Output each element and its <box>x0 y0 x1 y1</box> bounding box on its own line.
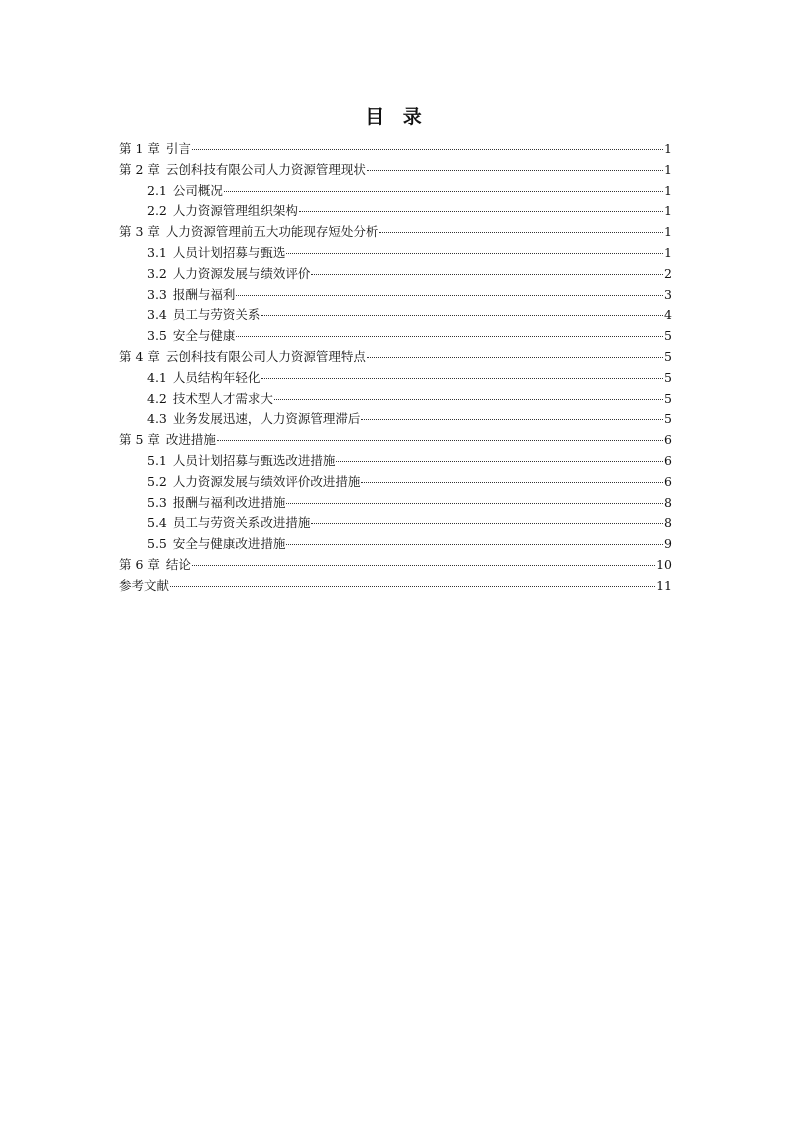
dot-leader <box>367 357 663 358</box>
toc-entry[interactable] <box>119 160 672 181</box>
toc-entry-page-number: 6 <box>664 432 672 448</box>
dot-leader <box>261 315 663 316</box>
toc-entry-number: 3.5 <box>147 328 167 344</box>
toc-entry-page-number: 1 <box>664 224 672 240</box>
toc-entry[interactable] <box>119 181 672 202</box>
toc-entry-title: 人员计划招募与甄选 <box>172 244 286 260</box>
toc-entry[interactable] <box>119 201 672 222</box>
toc-entry-page-number: 6 <box>664 473 672 489</box>
toc-entry[interactable] <box>119 264 672 285</box>
dot-leader <box>379 232 663 233</box>
dot-leader <box>361 482 663 483</box>
toc-entry-title: 报酬与福利 <box>172 286 236 302</box>
toc-entry-number: 第 3 章 <box>119 224 160 240</box>
toc-entry-page-number: 11 <box>656 577 672 593</box>
toc-entry[interactable] <box>119 326 672 347</box>
toc-entry[interactable] <box>119 368 672 389</box>
toc-entry-title: 云创科技有限公司人力资源管理特点 <box>165 348 366 364</box>
dot-leader <box>224 191 663 192</box>
dot-leader <box>286 253 663 254</box>
dot-leader <box>192 565 655 566</box>
dot-leader <box>286 503 663 504</box>
toc-entry-title: 安全与健康 <box>172 328 236 344</box>
toc-entry-page-number: 1 <box>664 244 672 260</box>
toc-entry[interactable] <box>119 222 672 243</box>
page-title: 目 录 <box>365 106 428 128</box>
toc-entry-page-number: 8 <box>664 494 672 510</box>
toc-entry[interactable] <box>119 555 672 576</box>
toc-entry-number: 3.1 <box>147 244 167 260</box>
toc-entry-title: 参考文献 <box>119 577 170 593</box>
toc-entry-title: 人力资源发展与绩效评价改进措施 <box>172 473 361 489</box>
toc-entry-page-number: 6 <box>664 452 672 468</box>
toc-entry-number: 5.4 <box>147 515 167 531</box>
toc-entry-title: 云创科技有限公司人力资源管理现状 <box>165 161 366 177</box>
toc-entry-number: 2.2 <box>147 203 167 219</box>
toc-entry[interactable] <box>119 576 672 597</box>
toc-entry[interactable] <box>119 285 672 306</box>
toc-entry-number: 4.2 <box>147 390 167 406</box>
toc-entry-page-number: 9 <box>664 536 672 552</box>
toc-entry-title: 人力资源发展与绩效评价 <box>172 265 311 281</box>
dot-leader <box>236 295 663 296</box>
toc-entry[interactable] <box>119 139 672 160</box>
toc-entry-title: 公司概况 <box>172 182 223 198</box>
dot-leader <box>236 336 663 337</box>
toc-entry-number: 第 1 章 <box>119 141 160 156</box>
toc-entry-title: 人力资源管理前五大功能现存短处分析 <box>165 224 379 240</box>
toc-entry-page-number: 5 <box>664 369 672 385</box>
toc-entry-number: 第 4 章 <box>119 348 160 364</box>
toc-entry-title: 改进措施 <box>165 432 216 448</box>
toc-entry-number: 第 2 章 <box>119 161 160 177</box>
toc-entry-number: 3.3 <box>147 286 167 302</box>
toc-entry[interactable] <box>119 389 672 410</box>
dot-leader <box>311 274 663 275</box>
toc-entry-title: 人力资源管理组织架构 <box>172 203 298 219</box>
toc-entry-page-number: 5 <box>664 411 672 427</box>
toc-entry[interactable] <box>119 534 672 555</box>
toc-entry-title: 技术型人才需求大 <box>172 390 273 406</box>
toc-entry-page-number: 2 <box>664 265 672 281</box>
toc-entry[interactable] <box>119 513 672 534</box>
toc-entry[interactable] <box>119 472 672 493</box>
toc-entry-title: 报酬与福利改进措施 <box>172 494 286 510</box>
toc-entry-number: 5.2 <box>147 473 167 489</box>
toc-entry-number: 4.3 <box>147 411 167 427</box>
toc-entry-page-number: 1 <box>664 182 672 198</box>
dot-leader <box>170 586 655 587</box>
toc-entry-page-number: 5 <box>664 328 672 344</box>
toc-entry[interactable] <box>119 243 672 264</box>
toc-entry-number: 第 6 章 <box>119 556 160 572</box>
toc-entry-page-number: 1 <box>664 203 672 219</box>
toc-entry-page-number: 10 <box>656 556 672 572</box>
dot-leader <box>217 440 663 441</box>
toc-entry-title: 安全与健康改进措施 <box>172 536 286 552</box>
toc-entry-title: 结论 <box>165 556 191 572</box>
dot-leader <box>367 170 663 171</box>
toc-entry[interactable] <box>119 409 672 430</box>
toc-entry-number: 5.5 <box>147 536 167 552</box>
dot-leader <box>192 149 663 150</box>
toc-entry[interactable] <box>119 493 672 514</box>
toc-entry-number: 第 5 章 <box>119 432 160 448</box>
dot-leader <box>261 378 663 379</box>
toc-entry-page-number: 3 <box>664 286 672 302</box>
toc-entry-number: 5.1 <box>147 452 167 468</box>
dot-leader <box>336 461 663 462</box>
toc-entry-title: 员工与劳资关系 <box>172 307 261 323</box>
toc-entry[interactable] <box>119 430 672 451</box>
toc-entry-page-number: 5 <box>664 390 672 406</box>
toc-entry-title: 人员计划招募与甄选改进措施 <box>172 452 336 468</box>
dot-leader <box>361 419 663 420</box>
toc-entry-title: 人员结构年轻化 <box>172 369 261 385</box>
toc-entry-page-number: 8 <box>664 515 672 531</box>
toc-entry-number: 3.2 <box>147 265 167 281</box>
toc-entry[interactable] <box>119 305 672 326</box>
toc-entry-number: 4.1 <box>147 369 167 385</box>
toc-entry-page-number: 1 <box>664 141 672 156</box>
toc-entry-title: 员工与劳资关系改进措施 <box>172 515 311 531</box>
toc-entry-page-number: 4 <box>664 307 672 323</box>
toc-entry-page-number: 5 <box>664 348 672 364</box>
dot-leader <box>311 523 663 524</box>
toc-entry-number: 2.1 <box>147 182 167 198</box>
table-of-contents <box>119 139 672 597</box>
toc-entry[interactable] <box>119 347 672 368</box>
toc-entry-page-number: 1 <box>664 161 672 177</box>
dot-leader <box>274 399 663 400</box>
dot-leader <box>299 211 663 212</box>
toc-entry-number: 3.4 <box>147 307 167 323</box>
toc-entry-title: 业务发展迅速，人力资源管理滞后 <box>172 411 361 427</box>
toc-entry-number: 5.3 <box>147 494 167 510</box>
toc-entry-title: 引言 <box>165 141 191 156</box>
toc-entry[interactable] <box>119 451 672 472</box>
dot-leader <box>286 544 663 545</box>
